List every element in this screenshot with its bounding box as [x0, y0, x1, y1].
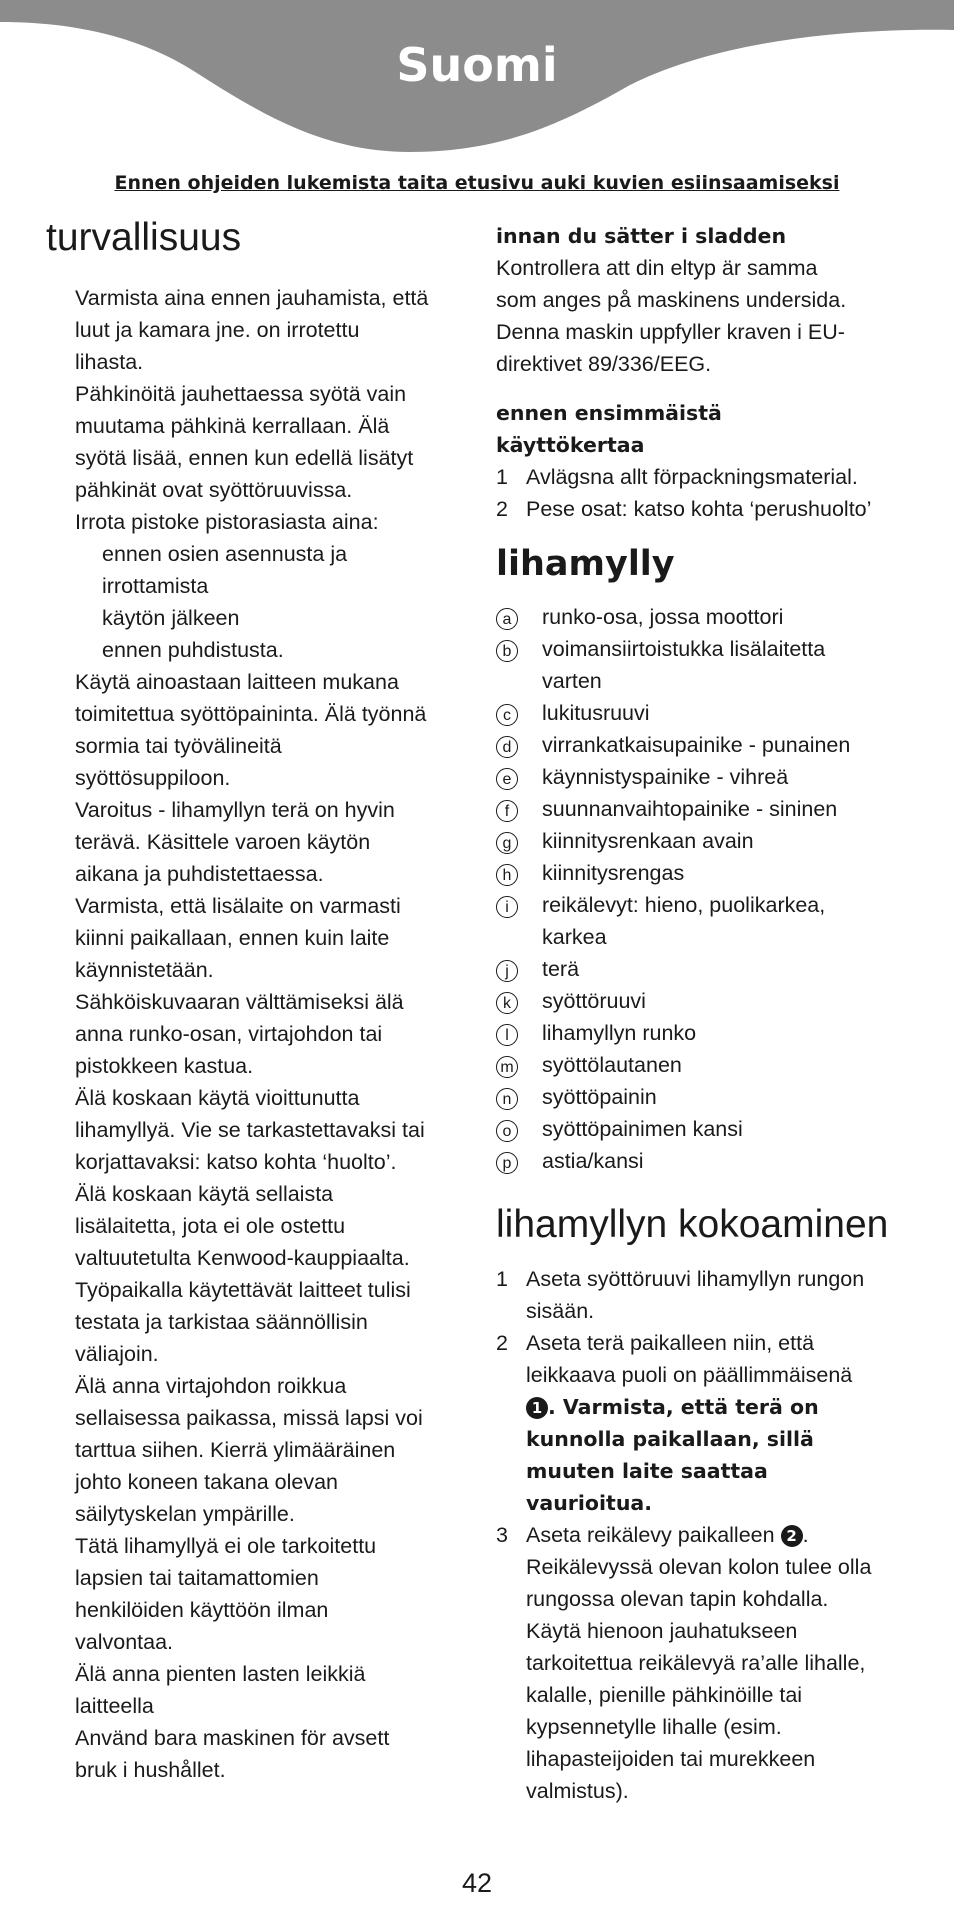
part-item: n syöttöpainin — [496, 1081, 926, 1113]
section-heading-assembly: lihamyllyn kokoaminen — [496, 1203, 889, 1246]
part-item: f suunnanvaihtopainike - sininen — [496, 793, 926, 825]
sub-item: ennen puhdistusta. — [102, 638, 284, 662]
section-heading-safety: turvallisuus — [46, 216, 242, 259]
section-heading-before-plugging: innan du sätter i sladden — [496, 224, 787, 248]
circled-letter: n — [496, 1088, 518, 1110]
sub-item: käytön jälkeen — [102, 606, 240, 630]
figure-ref-icon: 2 — [781, 1525, 803, 1547]
safety-paragraph: Älä koskaan käytä vioittunutta lihamyllyä. Vie se tarkastettavaksi tai korjattavaksi: katso kohta ‘huolto’. — [75, 1086, 425, 1174]
circled-letter: d — [496, 736, 518, 758]
first-use-item: 2 Pese osat: katso kohta ‘perushuolto’ — [496, 497, 872, 521]
first-use-item: 1 Avlägsna allt förpackningsmaterial. — [496, 465, 858, 489]
part-item: i reikälevyt: hieno, puolikarkea, karkea — [496, 889, 926, 953]
section-heading-first-use: ennen ensimmäistä käyttökertaa — [496, 401, 722, 457]
circled-letter: h — [496, 864, 518, 886]
safety-list — [46, 282, 466, 538]
circled-letter: a — [496, 608, 518, 630]
right-column — [496, 220, 926, 1807]
circled-letter: p — [496, 1152, 518, 1174]
part-item: j terä — [496, 953, 926, 985]
part-item: e käynnistyspainike - vihreä — [496, 761, 926, 793]
assembly-step: 1 Aseta syöttöruuvi lihamyllyn rungon sisään. — [496, 1267, 865, 1323]
figure-ref-icon: 1 — [526, 1397, 548, 1419]
part-item: o syöttöpainimen kansi — [496, 1113, 926, 1145]
parts-list — [496, 601, 926, 1177]
safety-paragraph: Varmista, että lisälaite on varmasti kiinni paikallaan, ennen kuin laite käynnistetään. — [75, 894, 401, 982]
part-item: c lukitusruuvi — [496, 697, 926, 729]
part-item: k syöttöruuvi — [496, 985, 926, 1017]
part-item: d virrankatkaisupainike - punainen — [496, 729, 926, 761]
safety-paragraph: Irrota pistoke pistorasiasta aina: — [75, 510, 379, 534]
page-number: 42 — [461, 1868, 493, 1898]
circled-letter: o — [496, 1120, 518, 1142]
sub-item: ennen osien asennusta ja — [102, 542, 348, 566]
section-heading-mincer: lihamylly — [496, 544, 675, 584]
safety-paragraph: Pähkinöitä jauhettaessa syötä vain muutama pähkinä kerrallaan. Älä syötä lisää, ennen kun edellä lisätyt pähkinät ovat syöttöruuvissa. — [75, 382, 414, 502]
part-item: m syöttölautanen — [496, 1049, 926, 1081]
safety-paragraph: Varmista aina ennen jauhamista, että luut ja kamara jne. on irrotettu lihasta. — [75, 286, 429, 374]
safety-paragraph: Käytä ainoastaan laitteen mukana toimitettua syöttöpaininta. Älä työnnä sormia tai työvälineitä syöttösuppiloon. — [75, 670, 427, 790]
sub-item: irrottamista — [102, 574, 209, 598]
part-item: p astia/kansi — [496, 1145, 926, 1177]
circled-letter: g — [496, 832, 518, 854]
safety-paragraph: Tätä lihamyllyä ei ole tarkoitettu lapsien tai taitamattomien henkilöiden käyttöön ilman valvontaa. — [75, 1534, 377, 1654]
circled-letter: i — [496, 896, 518, 918]
part-item: l lihamyllyn runko — [496, 1017, 926, 1049]
part-item: a runko-osa, jossa moottori — [496, 601, 926, 633]
safety-list-2 — [46, 666, 466, 1786]
safety-paragraph: Älä anna virtajohdon roikkua sellaisessa paikassa, missä lapsi voi tarttua siihen. Kierrä ylimääräinen johto koneen takana olevan säilytyskelan ympärille. — [75, 1374, 423, 1526]
circled-letter: k — [496, 992, 518, 1014]
safety-paragraph: Använd bara maskinen för avsett bruk i hushållet. — [75, 1726, 390, 1782]
circled-letter: m — [496, 1056, 518, 1078]
assembly-step: 3 Aseta reikälevy paikalleen 2 . Reikälevyssä olevan kolon tulee olla rungossa olevan tapin kohdalla. Käytä hienoon jauhatukseen tarkoitettua reikälevyä ra’alle lihalle, kalalle, pienille pähkinöille tai kypsennetylle lihalle (esim. lihapasteijoiden tai murekkeen valmistus). — [496, 1523, 872, 1803]
safety-paragraph: Älä anna pienten lasten leikkiä laitteella — [75, 1662, 366, 1718]
circled-letter: j — [496, 960, 518, 982]
circled-letter: b — [496, 640, 518, 662]
plugging-paragraph: Kontrollera att din eltyp är samma som anges på maskinens undersida. Denna maskin uppfyller kraven i EU- direktivet 89/336/EEG. — [496, 256, 847, 376]
safety-paragraph: Varoitus - lihamyllyn terä on hyvin terävä. Käsittele varoen käytön aikana ja puhdistettaessa. — [75, 798, 395, 886]
unplug-sublist — [46, 538, 466, 666]
assembly-step: 2 Aseta terä paikalleen niin, että leikkaava puoli on päällimmäisenä 1 . Varmista, että terä on kunnolla paikallaan, sillä muuten laite saattaa vaurioitua. — [496, 1331, 853, 1515]
circled-letter: e — [496, 768, 518, 790]
part-item: b voimansiirtoistukka lisälaitetta varten — [496, 633, 926, 697]
safety-paragraph: Työpaikalla käytettävät laitteet tulisi testata ja tarkistaa säännöllisin väliajoin. — [75, 1278, 411, 1366]
part-item: h kiinnitysrengas — [496, 857, 926, 889]
circled-letter: c — [496, 704, 518, 726]
part-item: g kiinnitysrenkaan avain — [496, 825, 926, 857]
page-title: Suomi — [396, 38, 558, 92]
subtitle: Ennen ohjeiden lukemista taita etusivu auki kuvien esiinsaamiseksi — [114, 172, 840, 194]
circled-letter: f — [496, 800, 518, 822]
circled-letter: l — [496, 1024, 518, 1046]
safety-paragraph: Sähköiskuvaaran välttämiseksi älä anna runko-osan, virtajohdon tai pistokkeen kastua. — [75, 990, 404, 1078]
left-column — [46, 214, 466, 1786]
safety-paragraph: Älä koskaan käytä sellaista lisälaitetta, jota ei ole ostettu valtuutetulta Kenwood-kauppiaalta. — [75, 1182, 410, 1270]
